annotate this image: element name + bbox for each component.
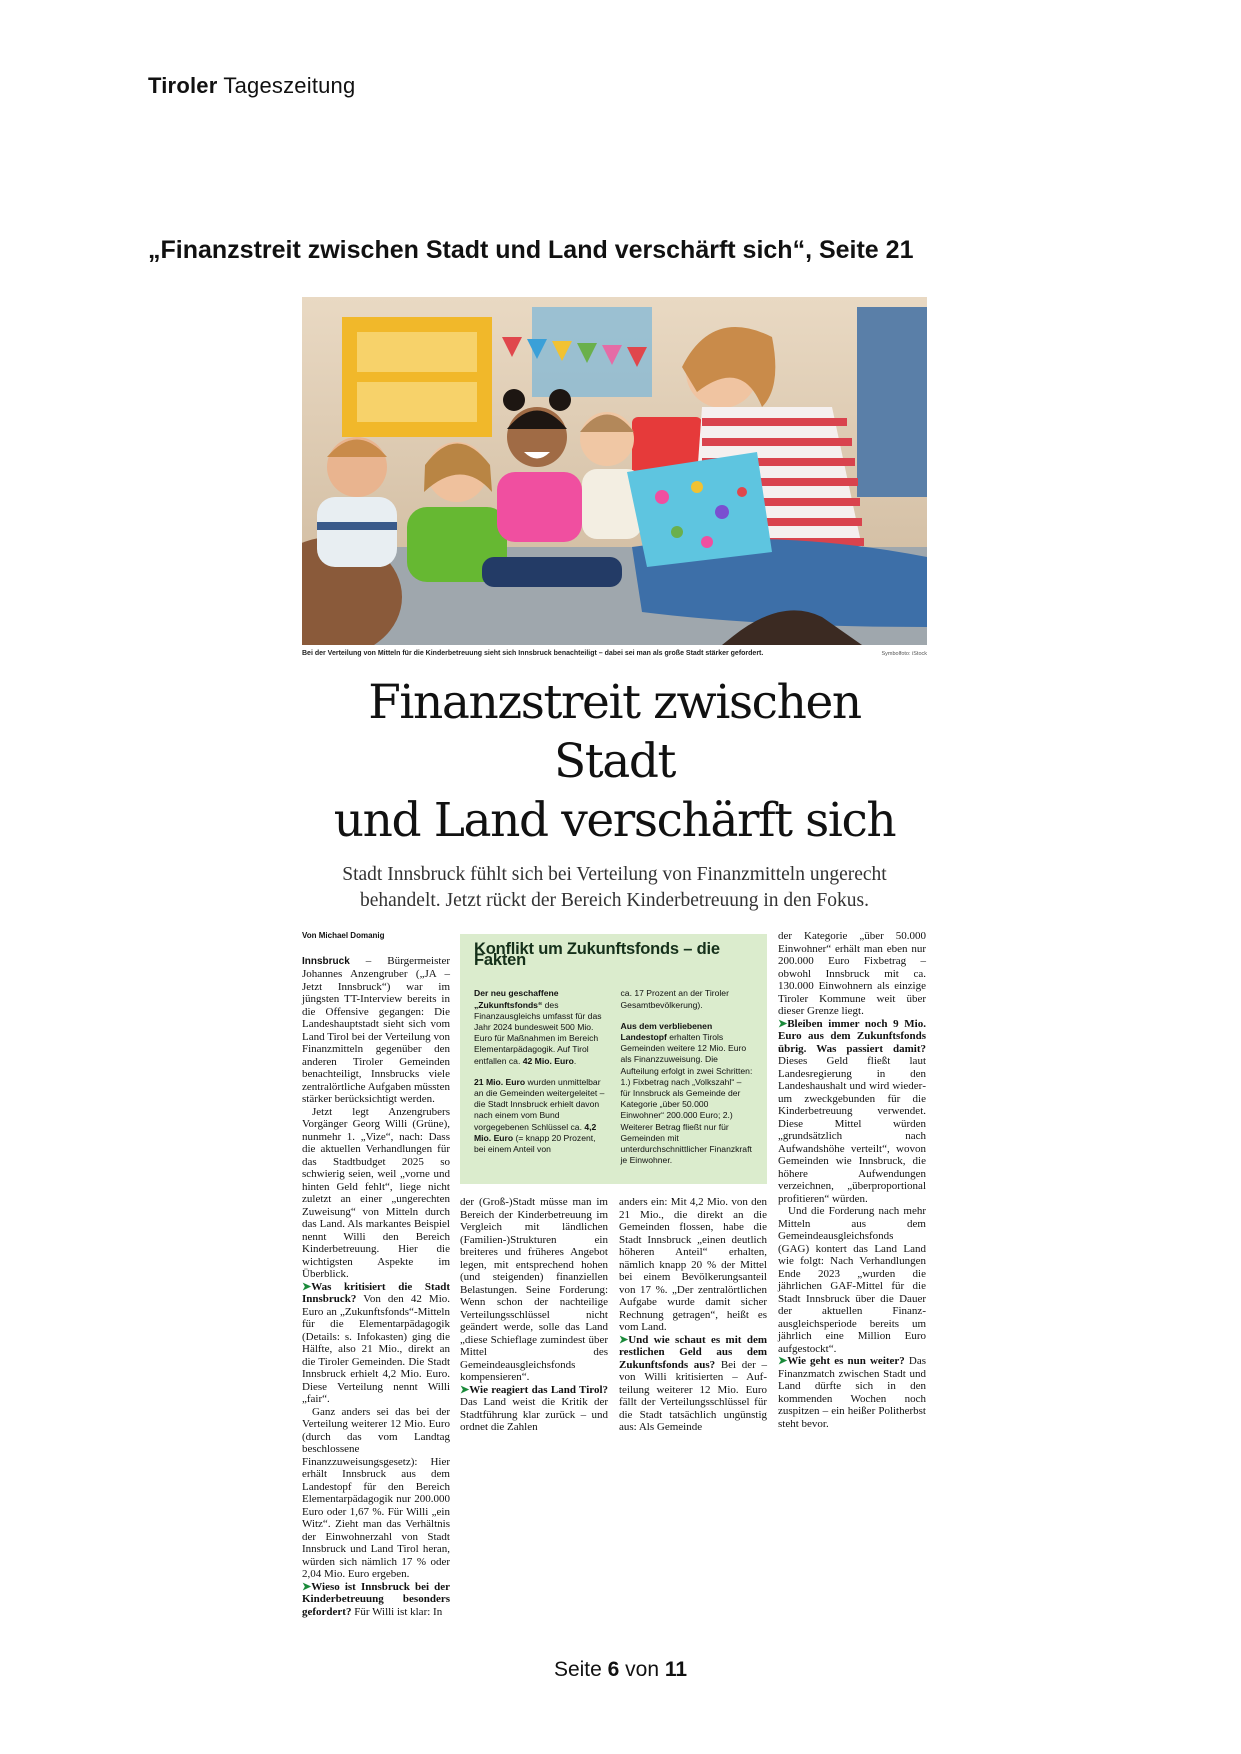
arrow-icon: ➤ bbox=[619, 1333, 629, 1346]
fact-paragraph bbox=[474, 1077, 607, 1155]
page-prefix: Seite bbox=[553, 1658, 608, 1681]
paragraph: Ganz anders sei das bei der Verteilung weiterer 12 Mio. Euro (durch das vom Landtag beschlossene Finanzzuweisungsgesetz): Hier erhält Innsbruck aus dem Landestopf für den Bereich Elementarpädagogik nur 200.000 Euro oder 1,67 %. Für Willi „ein Witz“. Zieht man das Verhältnis der Einwohnerzahl von Stadt Innsbruck und Land Tirol heran, würden sich nämlich 17 % oder 2,04 Mio. Euro ergeben. bbox=[302, 1405, 450, 1580]
question-paragraph bbox=[619, 1334, 767, 1434]
answer: Das Land weist die Kritik der Stadtführung klar zurück – und ordnet die Zahlen bbox=[460, 1396, 608, 1433]
article-body bbox=[302, 930, 927, 1670]
paragraph: anders ein: Mit 4,2 Mio. von den 21 Mio., die direkt an die Gemeinden flossen, habe die Stadt Innsbruck „einen deutlich höheren Anteil“ erhalten, nämlich knapp 20 % der Mittel bei einem Bevölkerungsanteil von 17 %. „Der zentralörtlichen Aufgabe wurde damit sicher Rechnung getragen“, heißt es vom Land. bbox=[619, 1196, 767, 1333]
question-paragraph bbox=[778, 1355, 926, 1430]
article-headline bbox=[302, 673, 927, 850]
headline-line-1: Finanzstreit zwischen Stadt bbox=[368, 675, 861, 789]
publication-name-bold: Tiroler bbox=[148, 73, 218, 98]
total-pages: 11 bbox=[664, 1658, 688, 1681]
arrow-icon: ➤ bbox=[302, 1580, 312, 1593]
fact-box-column-1 bbox=[474, 988, 607, 1176]
question: Wie reagiert das Land Tirol? bbox=[469, 1383, 608, 1396]
publication-name-regular: Tageszeitung bbox=[217, 73, 356, 98]
article-photo bbox=[302, 297, 927, 645]
photo-caption: Bei der Verteilung von Mitteln für die Kinderbetreuung sieht sich Innsbruck benachteiligt – dabei sei man als große Stadt stärker gefordert. bbox=[302, 650, 764, 657]
fact-paragraph: ca. 17 Prozent an der Tiroler Gesamtbevölkerung). bbox=[620, 988, 729, 1010]
arrow-icon: ➤ bbox=[778, 1017, 788, 1030]
fact-box-column-2 bbox=[621, 988, 754, 1176]
byline: Von Michael Domanig bbox=[302, 931, 385, 940]
dateline: Innsbruck bbox=[302, 955, 350, 967]
headline-line-2: und Land verschärft sich bbox=[333, 793, 896, 848]
publication-name bbox=[148, 73, 355, 99]
paragraph: Und die Forderung nach mehr Mitteln aus dem Gemeindeausgleichsfonds (GAG) kontert das Land Land wie folgt: Nach Verhandlungen Ende 2023 „wurden die jährlichen GAF-Mittel für die Stadt Innsbruck über die Dauer der aktuellen Finanzausgleichsperiode bereits um jährlich eine Million Euro aufgestockt“. bbox=[778, 1205, 926, 1355]
newspaper-clipping bbox=[302, 297, 927, 1670]
document-heading: „Finanzstreit zwischen Stadt und Land verschärft sich“, Seite 21 bbox=[148, 236, 914, 264]
fact-bold: 21 Mio. Euro bbox=[474, 1076, 526, 1087]
answer: Dieses Geld fließt laut Landesregierung in den Landeshaushalt und wird wiederum zweckgebunden für die Kinderbetreuung verwendet. Diese Mittel würden „grundsätzlich nach Aufwandshöhe verteilt“, wovon Gemeinden wie Innsbruck, die höhere Aufwendungen verzeichnen, „überproportional profitieren“ würden. bbox=[778, 1055, 926, 1205]
page-middle: von bbox=[619, 1658, 665, 1681]
current-page: 6 bbox=[607, 1658, 620, 1681]
fact-bold: 4,2 Mio. Euro bbox=[474, 1121, 597, 1143]
fact-bold: 42 Mio. Euro bbox=[522, 1055, 574, 1066]
column-2 bbox=[460, 1196, 608, 1434]
question-paragraph bbox=[778, 1018, 926, 1206]
fact-bold: Der neu geschaffene „Zukunftsfonds“ bbox=[474, 988, 559, 1010]
answer: Das Finanzmatch zwischen Stadt und Land dürfte sich in den kommenden Wochen noch zuspitzen – ein heißer Politherbst steht bevor. bbox=[778, 1355, 927, 1430]
photo-credit: Symbolfoto: iStock bbox=[881, 651, 927, 657]
question: Was kritisiert die Stadt Innsbruck? bbox=[302, 1280, 450, 1305]
paragraph: der (Groß-)Stadt müsse man im Bereich der Kinderbetreuung im Vergleich mit ländlichen (Familien-)Strukturen ein breiteres und früheres Angebot legen, mit entsprechend hohen (und steigenden) finanziellen Belastungen. Seine Forderung: Wenn schon der nachteilige Verteilungsschlüssel nicht geändert werde, solle das Land „diese Schieflage zumindest über Mittel des Gemeindeausgleichsfonds kompensieren“. bbox=[460, 1196, 608, 1383]
answer: Für Willi ist klar: In bbox=[351, 1605, 443, 1618]
fact-text: erhalten Tirols Gemeinden weitere 12 Mio. Euro als Finanzzuweisung. Die Aufteilung erfolgt in zwei Schritten: 1.) Fixbetrag nach „Volkszahl“ – für Innsbruck als Gemeinde der Kategorie „über 50.000 Einwohner“ 200.000 Euro; 2.) Weiterer Betrag fließt nur für Gemeinden mit unterdurchschnittlicher Finanzkraft je Einwohner. bbox=[620, 1032, 753, 1166]
arrow-icon: ➤ bbox=[778, 1355, 788, 1367]
paragraph-text: – Bürgermeister Johannes Anzengruber („JA – Jetzt Innsbruck“) war im jüngsten TT-Interview bereits in die Offensive gegangen: Die Landeshauptstadt sieht sich vom Land Tirol bei der Verteilung von Finanzmitteln gegenüber den anderen Tiroler Gemeinden benachteiligt, Innsbrucks viele zentralörtliche Aufgaben müssten stärker berücksichtigt werden. bbox=[302, 954, 450, 1105]
article-subheadline: Stadt Innsbruck fühlt sich bei Verteilung von Finanzmitteln ungerecht behandelt. Jetzt rückt der Bereich Kinderbetreuung in den Fokus. bbox=[342, 864, 887, 911]
paragraph: Jetzt legt Anzengrubers Vorgänger Georg Willi (Grüne), nunmehr 1. „Vize“, nach: Dass die aktuellen Verhandlungen für das Stadtbudget 2025 so schwierig seien, weil „vorne und hinten Geld fehlt“, liege nicht zuletzt an einer „ungerechten Zuweisung“ von Mitteln durch das Land. Als markantes Beispiel nennt Willi den Bereich Kinderbetreuung. Hier die wichtigsten Aspekte im Überblick. bbox=[302, 1105, 450, 1280]
column-3 bbox=[619, 1196, 767, 1434]
fact-paragraph bbox=[621, 1021, 754, 1167]
answer: Von den 42 Mio. Euro an „Zukunftsfonds“-Mitteln für die Elementarpädagogik (Details: s. Infokasten) ging die Hälfte, also 21 Mio., direkt an die Tiroler Gemeinden. Die Stadt Innsbruck erhielt 4,2 Mio. Euro. Diese Verteilung nennt Willi „fair“. bbox=[302, 1293, 450, 1405]
fact-bold: Aus dem verbliebenen Landestopf bbox=[620, 1020, 713, 1043]
fact-text: des Finanzausgleichs umfasst für das Jahr 2024 bundesweit 500 Mio. Euro für Maßnahmen im Bereich Elementarpädagogik. Auf Tirol entfallen ca. bbox=[474, 999, 602, 1066]
fact-text: . bbox=[573, 1055, 577, 1066]
fact-text: wurden unmittelbar an die Gemeinden weitergeleitet – die Stadt Innsbruck erhielt davon nach einem vom Bund vorgegebenen Schlüssel ca. bbox=[474, 1076, 605, 1132]
paragraph: der Kategorie „über 50.000 Einwohner“ erhält man eben nur 200.000 Euro Fixbetrag – obwohl Innsbruck mit ca. 130.000 Einwohnern als einzige Tiroler Kommune weit über dieser Grenze liegt. bbox=[778, 930, 926, 1017]
paragraph bbox=[302, 955, 450, 1106]
question: Wie geht es nun weiter? bbox=[787, 1355, 905, 1367]
fact-box-columns bbox=[474, 988, 753, 1176]
fact-box-title: Konflikt um Zukunftsfonds – die Fakten bbox=[474, 940, 720, 970]
question-paragraph bbox=[302, 1581, 450, 1619]
kindergarten-reading-photo bbox=[302, 297, 927, 645]
answer: Bei der – von Willi kritisierten – Aufteilung weiterer 12 Mio. Euro fällt der Verteilungsschlüssel für die Stadt tatsächlich ungünstig aus: Als Gemeinde bbox=[619, 1358, 767, 1433]
question-paragraph bbox=[460, 1384, 608, 1434]
fact-text: (= knapp 20 Prozent, bei einem Anteil von bbox=[474, 1132, 596, 1155]
fact-box bbox=[460, 934, 767, 1184]
page-number bbox=[0, 1658, 1241, 1682]
arrow-icon: ➤ bbox=[460, 1383, 470, 1396]
fact-paragraph bbox=[474, 988, 607, 1066]
question: Und wie schaut es mit dem restlichen Geld aus dem Zukunftsfonds aus? bbox=[619, 1333, 767, 1371]
arrow-icon: ➤ bbox=[302, 1280, 312, 1293]
column-4 bbox=[778, 930, 926, 1430]
question: Bleiben immer noch 9 Mio. Euro aus dem Zukunftsfonds übrig. Was passiert damit? bbox=[778, 1017, 926, 1055]
question: Wieso ist Innsbruck bei der Kinderbetreuung besonders gefordert? bbox=[302, 1580, 450, 1618]
photo-caption-row bbox=[302, 650, 927, 657]
column-1 bbox=[302, 930, 450, 1618]
question-paragraph bbox=[302, 1281, 450, 1406]
